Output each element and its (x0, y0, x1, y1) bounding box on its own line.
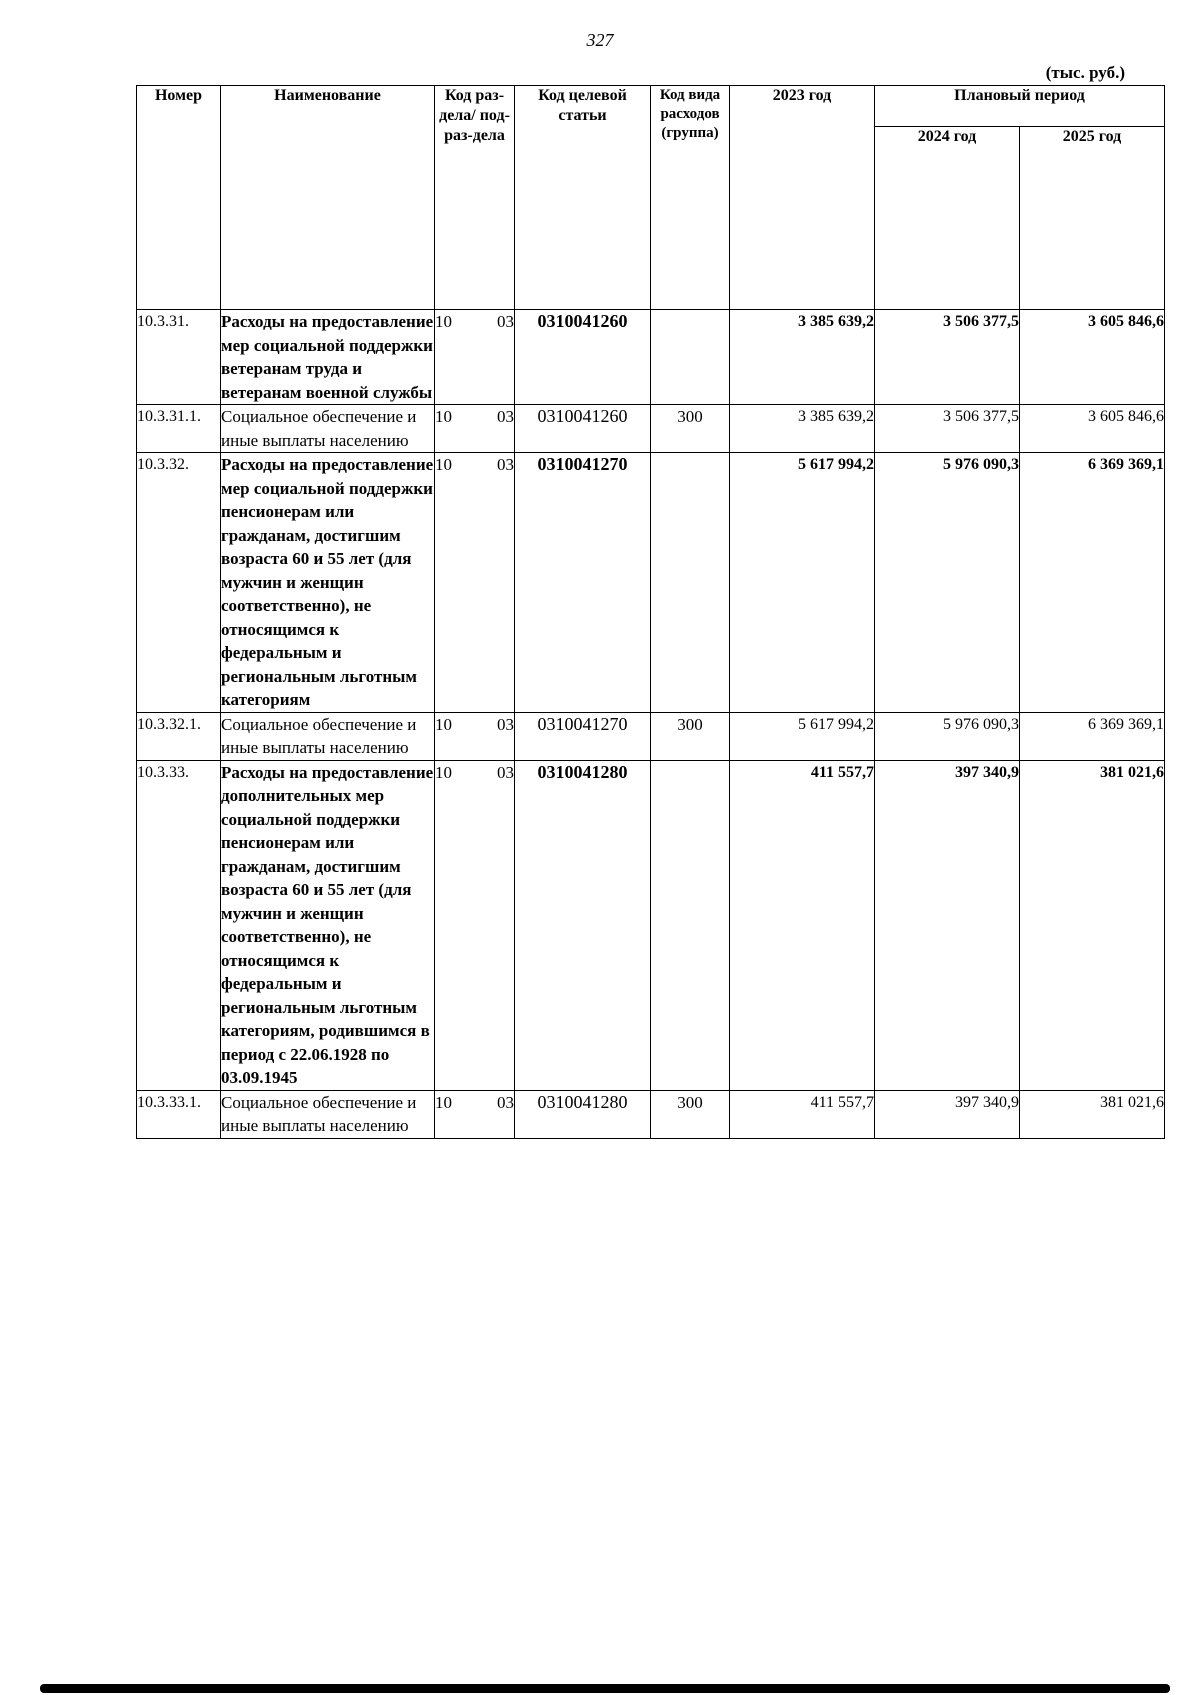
row-target-code: 0310041270 (515, 712, 651, 760)
row-number: 10.3.32.1. (137, 712, 221, 760)
row-number: 10.3.31.1. (137, 405, 221, 453)
row-amount-2025: 3 605 846,6 (1020, 310, 1165, 405)
row-amount-2023: 411 557,7 (730, 1090, 875, 1138)
row-kind-code: 300 (651, 712, 730, 760)
row-amount-2025: 3 605 846,6 (1020, 405, 1165, 453)
section-code: 10 (435, 762, 452, 782)
row-kind-code: 300 (651, 405, 730, 453)
header-target: Код целевой статьи (515, 86, 651, 310)
subsection-code: 03 (497, 455, 514, 474)
row-number: 10.3.33.1. (137, 1090, 221, 1138)
row-amount-2023: 411 557,7 (730, 760, 875, 1090)
row-target-code: 0310041260 (515, 310, 651, 405)
units-label: (тыс. руб.) (1045, 63, 1125, 82)
header-planned-period: Плановый период (875, 86, 1165, 127)
row-kind-code: 300 (651, 1090, 730, 1138)
row-amount-2024: 397 340,9 (875, 760, 1020, 1090)
row-section-code (435, 760, 515, 1090)
row-section-code (435, 310, 515, 405)
row-amount-2023: 5 617 994,2 (730, 453, 875, 713)
row-amount-2023: 5 617 994,2 (730, 712, 875, 760)
row-amount-2024: 3 506 377,5 (875, 405, 1020, 453)
header-2024: 2024 год (875, 127, 1020, 310)
row-target-code: 0310041280 (515, 760, 651, 1090)
section-code: 10 (435, 455, 452, 474)
row-target-code: 0310041280 (515, 1090, 651, 1138)
row-amount-2024: 5 976 090,3 (875, 453, 1020, 713)
row-name: Расходы на предоставление мер социальной поддержки ветеранам труда и ветеранам военной службы (221, 310, 435, 405)
table-row (137, 453, 1165, 713)
header-name: Наименование (221, 86, 435, 310)
subsection-code: 03 (497, 1092, 514, 1112)
table-row (137, 712, 1165, 760)
row-section-code (435, 453, 515, 713)
subsection-code: 03 (497, 407, 514, 426)
table-row (137, 760, 1165, 1090)
table-header (137, 86, 1165, 310)
page-number: 327 (586, 30, 614, 50)
section-code: 10 (435, 1092, 452, 1112)
header-2023: 2023 год (730, 86, 875, 310)
footer-scan-bar (40, 1684, 1170, 1693)
section-code: 10 (435, 312, 452, 331)
subsection-code: 03 (497, 312, 514, 331)
row-amount-2025: 381 021,6 (1020, 760, 1165, 1090)
section-code: 10 (435, 407, 452, 426)
section-code: 10 (435, 714, 452, 734)
row-section-code (435, 1090, 515, 1138)
row-name: Социальное обеспечение и иные выплаты населению (221, 405, 435, 453)
table-row (137, 405, 1165, 453)
header-2025: 2025 год (1020, 127, 1165, 310)
row-name: Социальное обеспечение и иные выплаты населению (221, 712, 435, 760)
row-section-code (435, 712, 515, 760)
header-kind: Код вида расходов (группа) (651, 86, 730, 310)
table-body (137, 310, 1165, 1139)
row-amount-2023: 3 385 639,2 (730, 405, 875, 453)
subsection-code: 03 (497, 762, 514, 782)
row-kind-code (651, 760, 730, 1090)
subsection-code: 03 (497, 714, 514, 734)
row-amount-2024: 397 340,9 (875, 1090, 1020, 1138)
row-amount-2025: 381 021,6 (1020, 1090, 1165, 1138)
row-target-code: 0310041260 (515, 405, 651, 453)
row-section-code (435, 405, 515, 453)
row-kind-code (651, 453, 730, 713)
row-name: Социальное обеспечение и иные выплаты населению (221, 1090, 435, 1138)
row-number: 10.3.33. (137, 760, 221, 1090)
header-number: Номер (137, 86, 221, 310)
budget-table (136, 85, 1165, 1139)
row-number: 10.3.32. (137, 453, 221, 713)
row-amount-2024: 3 506 377,5 (875, 310, 1020, 405)
row-name: Расходы на предоставление дополнительных мер социальной поддержки пенсионерам или гражданам, достигшим возраста 60 и 55 лет (для мужчин и женщин соответственно), не относящимся к федеральным и региональным льготным категориям, родившимся в период с 22.06.1928 по 03.09.1945 (221, 760, 435, 1090)
row-number: 10.3.31. (137, 310, 221, 405)
row-name: Расходы на предоставление мер социальной поддержки пенсионерам или гражданам, достигшим возраста 60 и 55 лет (для мужчин и женщин соответственно), не относящимся к федеральным и региональным льготным категориям (221, 453, 435, 713)
row-target-code: 0310041270 (515, 453, 651, 713)
row-amount-2023: 3 385 639,2 (730, 310, 875, 405)
table-row (137, 1090, 1165, 1138)
row-amount-2025: 6 369 369,1 (1020, 453, 1165, 713)
row-amount-2024: 5 976 090,3 (875, 712, 1020, 760)
table-row (137, 310, 1165, 405)
header-section: Код раз-дела/ под-раз-дела (435, 86, 515, 310)
row-kind-code (651, 310, 730, 405)
row-amount-2025: 6 369 369,1 (1020, 712, 1165, 760)
